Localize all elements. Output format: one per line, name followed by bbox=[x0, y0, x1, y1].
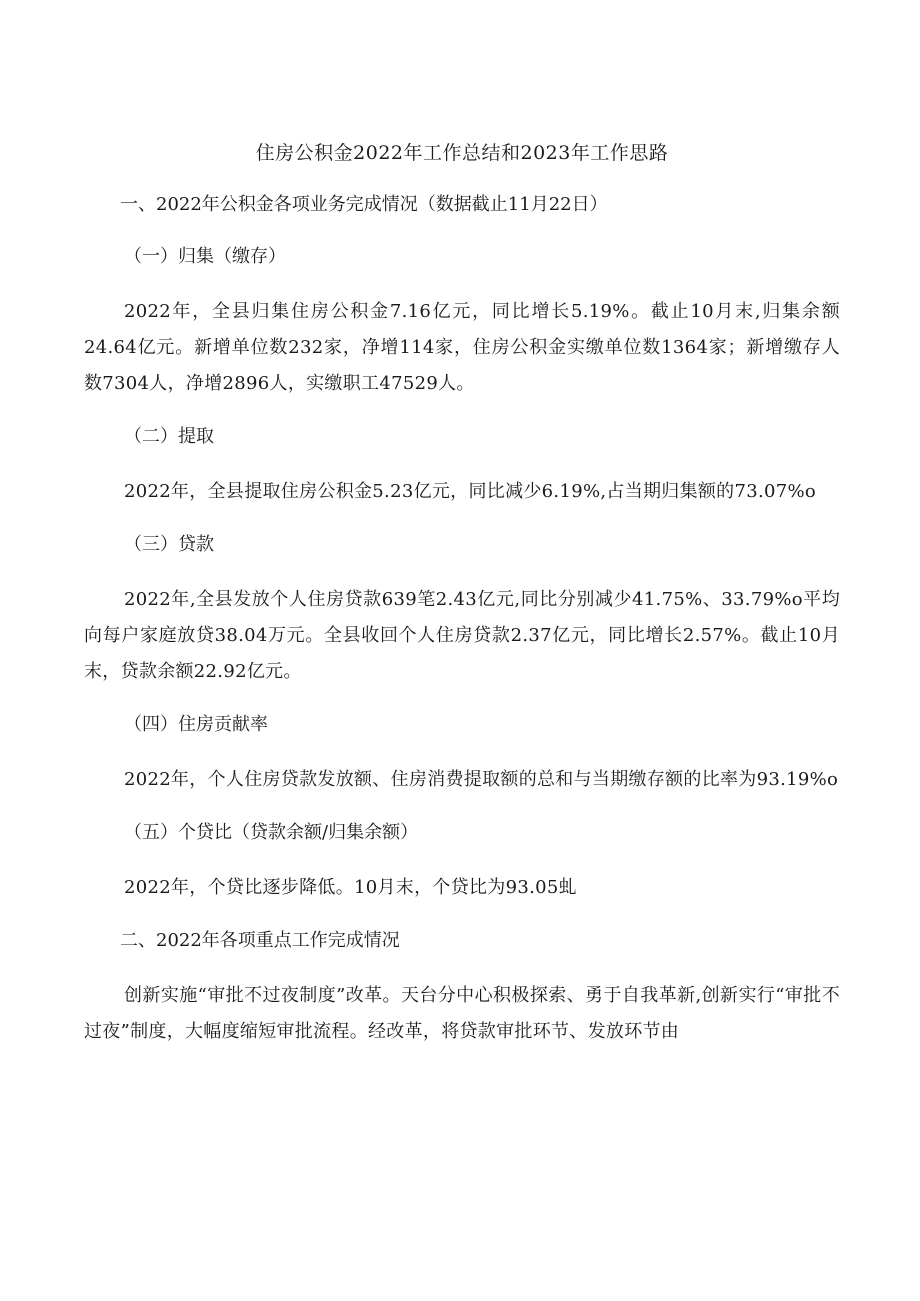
section-heading-1: 一、2022年公积金各项业务完成情况（数据截止11月22日） bbox=[120, 194, 608, 215]
subsection-heading-5: （五）个贷比（贷款余额/归集余额） bbox=[124, 822, 419, 843]
paragraph-housing-contribution: 2022年，个人住房贷款发放额、住房消费提取额的总和与当期缴存额的比率为93.19%o bbox=[124, 769, 839, 790]
subsection-heading-2: （二）提取 bbox=[124, 426, 214, 447]
paragraph-loan-ratio: 2022年，个贷比逐步降低。10月末，个贷比为93.05虬 bbox=[124, 877, 577, 898]
paragraph-collection: 2022年，全县归集住房公积金7.16亿元，同比增长5.19%。截止10月末,归集余额24.64亿元。新增单位数232家，净增114家，住房公积金实缴单位数1364家；新增缴存人数7304人，净增2896人，实缴职工47529人。 bbox=[84, 301, 840, 394]
paragraph-loans: 2022年,全县发放个人住房贷款639笔2.43亿元,同比分别减少41.75%、33.79%o平均向每户家庭放贷38.04万元。全县收回个人住房贷款2.37亿元，同比增长2.57%。截止10月末，贷款余额22.92亿元。 bbox=[84, 589, 840, 682]
subsection-heading-4: （四）住房贡献率 bbox=[124, 714, 268, 735]
subsection-heading-1: （一）归集（缴存） bbox=[124, 246, 286, 267]
document-title: 住房公积金2022年工作总结和2023年工作思路 bbox=[255, 142, 669, 164]
paragraph-key-work: 创新实施“审批不过夜制度”改革。天台分中心积极探索、勇于自我革新,创新实行“审批不过夜”制度，大幅度缩短审批流程。经改革，将贷款审批环节、发放环节由 bbox=[84, 985, 840, 1042]
paragraph-withdrawal: 2022年，全县提取住房公积金5.23亿元，同比减少6.19%,占当期归集额的73.07%o bbox=[124, 481, 817, 502]
subsection-heading-3: （三）贷款 bbox=[124, 534, 214, 555]
section-heading-2: 二、2022年各项重点工作完成情况 bbox=[120, 930, 400, 951]
